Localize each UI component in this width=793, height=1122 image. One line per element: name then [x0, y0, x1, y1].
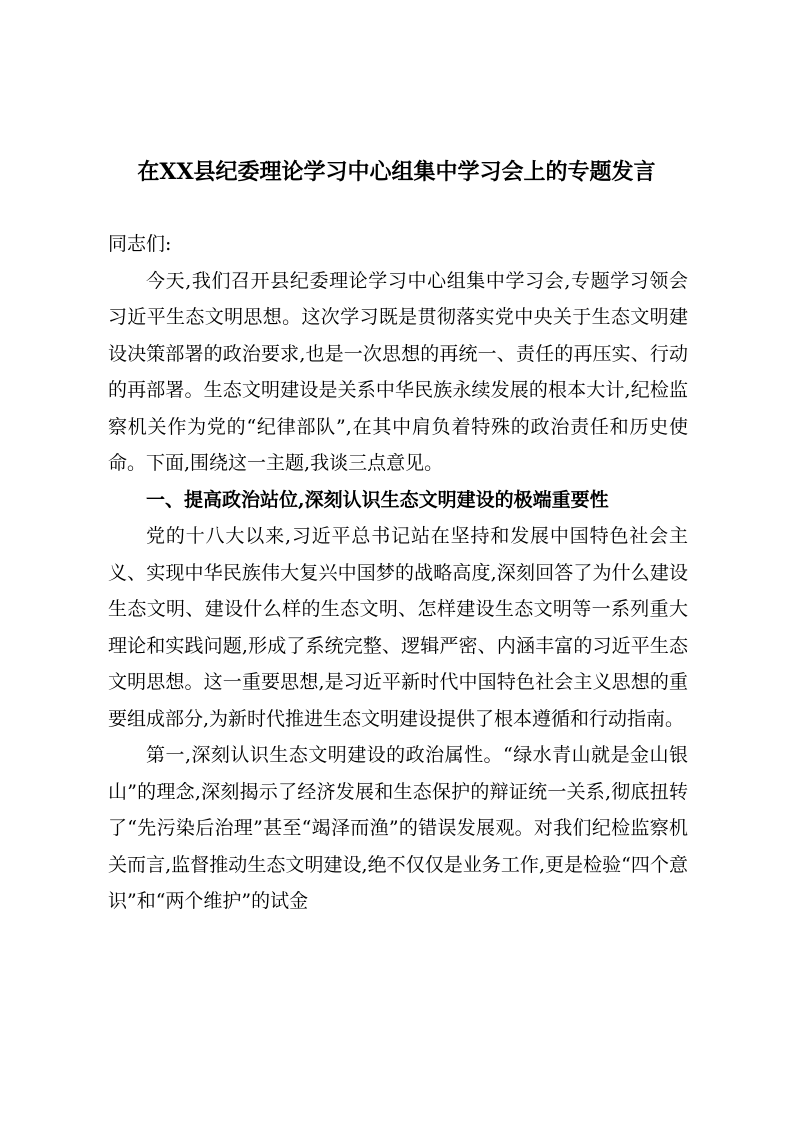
section-one-paragraph-1: 党的十八大以来,习近平总书记站在坚持和发展中国特色社会主义、实现中华民族伟大复兴中国梦的战略高度,深刻回答了为什么建设生态文明、建设什么样的生态文明、怎样建设生态文明等一系列重大理论和实践问题,形成了系统完整、逻辑严密、内涵丰富的习近平生态文明思想。这一重要思想,是习近平新时代中国特色社会主义思想的重要组成部分,为新时代推进生态文明建设提供了根本遵循和行动指南。	[108, 525, 688, 730]
section-one-paragraph-2: 第一,深刻认识生态文明建设的政治属性。“绿水青山就是金山银山”的理念,深刻揭示了经济发展和生态保护的辩证统一关系,彻底扭转了“先污染后治理”甚至“竭泽而渔”的错误发展观。对我们纪检监察机关而言,监督推动生态文明建设,绝不仅仅是业务工作,更是检验“四个意识”和“两个维护”的试金	[108, 744, 688, 912]
document-title: 在XX县纪委理论学习中心组集中学习会上的专题发言	[137, 159, 656, 185]
salutation: 同志们:	[108, 233, 172, 255]
document-body	[108, 226, 688, 920]
intro-paragraph: 今天,我们召开县纪委理论学习中心组集中学习会,专题学习领会习近平生态文明思想。这次学习既是贯彻落实党中央关于生态文明建设决策部署的政治要求,也是一次思想的再统一、责任的再压实、行动的再部署。生态文明建设是关系中华民族永续发展的根本大计,纪检监察机关作为党的“纪律部队”,在其中肩负着特殊的政治责任和历史使命。下面,围绕这一主题,我谈三点意见。	[108, 269, 688, 474]
section-heading-one: 一、提高政治站位,深刻认识生态文明建设的极端重要性	[146, 488, 609, 511]
